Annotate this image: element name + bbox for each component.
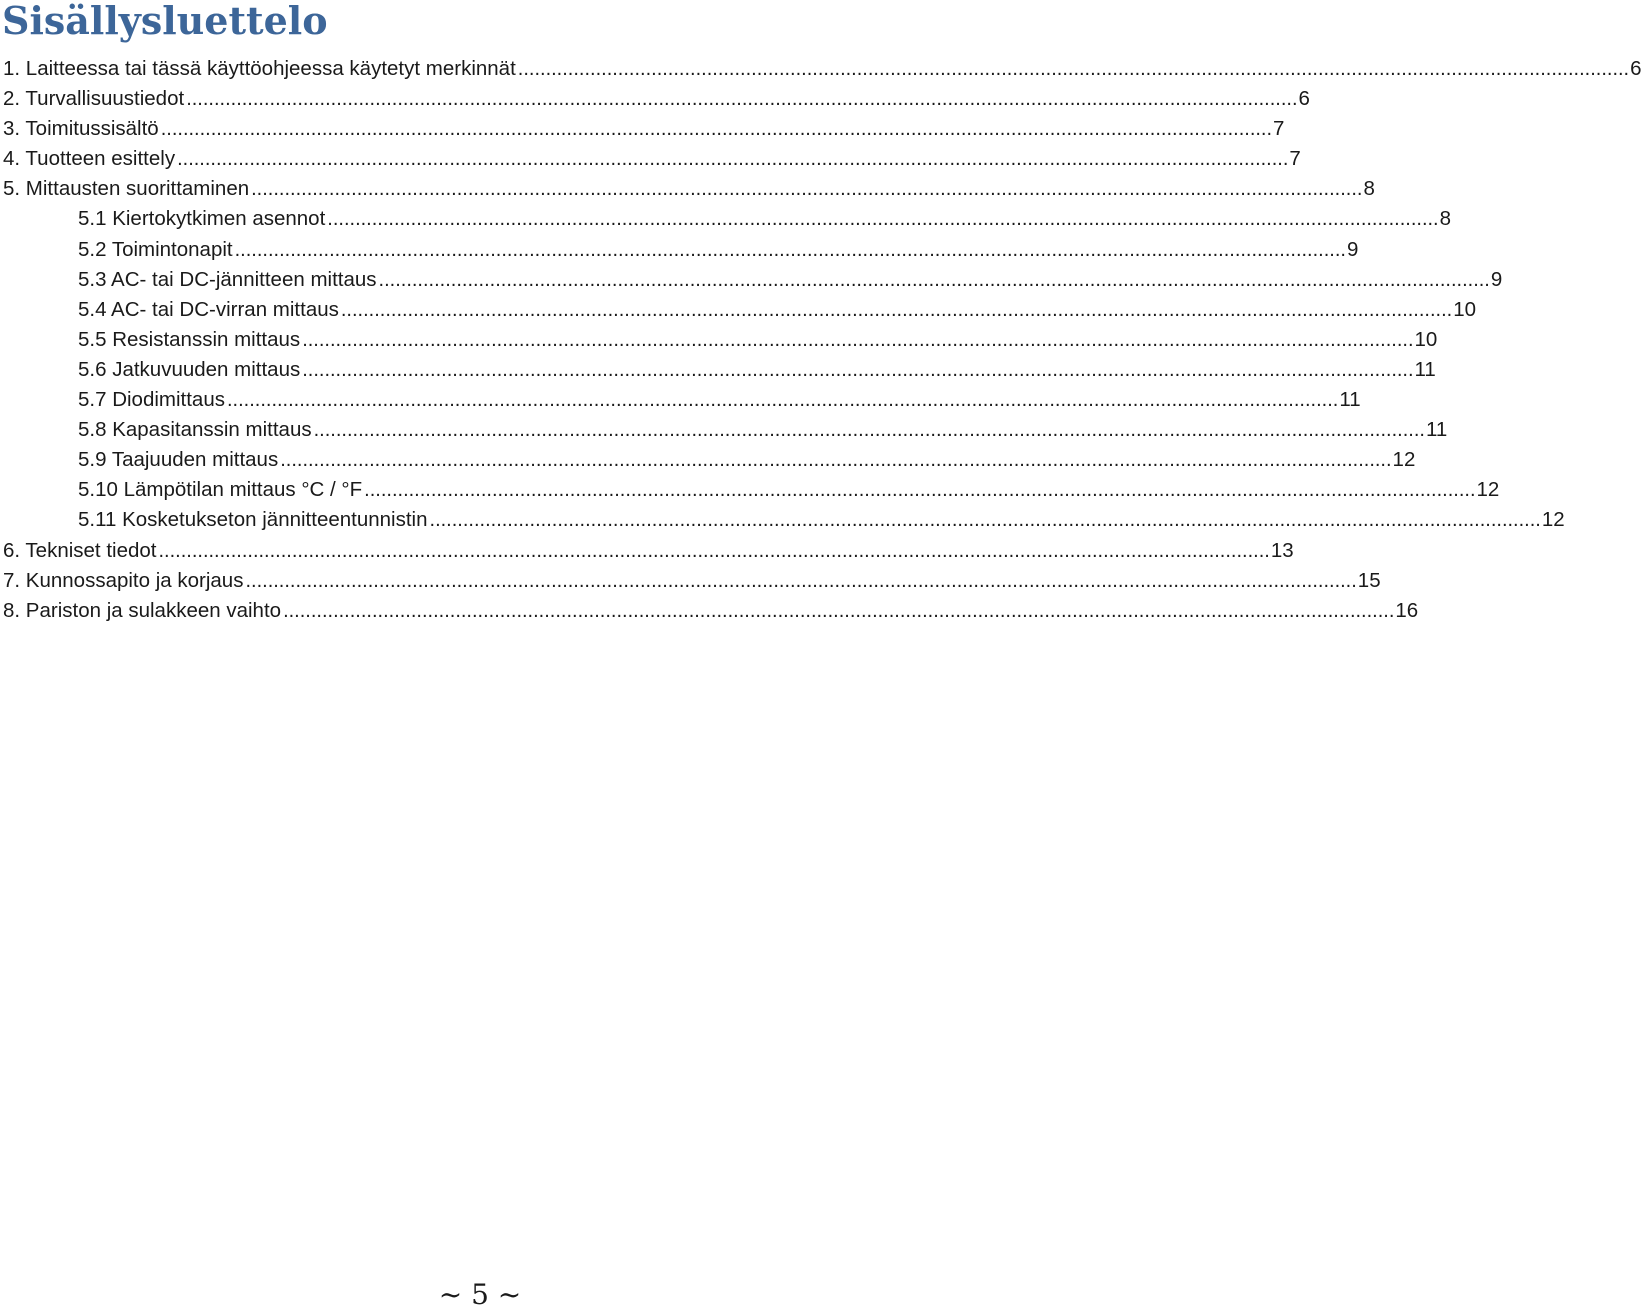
toc-entry-page: 15 <box>1357 568 1381 592</box>
toc-entry-page: 9 <box>1346 237 1359 261</box>
toc-entry-label: 6. Tekniset tiedot <box>3 538 157 562</box>
toc-entry[interactable] <box>0 54 1642 84</box>
toc-entry-page: 7 <box>1289 147 1301 171</box>
toc-dot-leader: ........................................................................................................................................................................................................ <box>302 358 1414 381</box>
toc-dot-leader: ........................................................................................................................................................................................................ <box>158 539 1270 562</box>
toc-entry-page: 13 <box>1270 538 1294 562</box>
toc-entry-page: 12 <box>1541 508 1565 532</box>
toc-dot-leader: ........................................................................................................................................................................................................ <box>302 328 1414 351</box>
toc-dot-leader: ........................................................................................................................................................................................................ <box>429 509 1541 532</box>
toc-dot-leader: ........................................................................................................................................................................................................ <box>378 268 1490 291</box>
toc-entry[interactable] <box>0 204 1452 234</box>
toc-entry-page: 10 <box>1414 327 1438 351</box>
toc-entry-page: 11 <box>1339 388 1361 412</box>
toc-entry-label: 4. Tuotteen esittely <box>3 147 176 171</box>
toc-entry[interactable] <box>0 114 1285 144</box>
toc-entry-page: 6 <box>1630 57 1642 80</box>
toc-entry-label: 2. Turvallisuustiedot <box>3 87 185 111</box>
toc-entry-page: 8 <box>1363 177 1375 201</box>
toc-dot-leader: ........................................................................................................................................................................................................ <box>283 599 1395 622</box>
toc-entry-label: 5.9 Taajuuden mittaus <box>78 448 279 472</box>
toc-dot-leader: ........................................................................................................................................................................................................ <box>186 88 1298 111</box>
toc-entry-page: 12 <box>1392 448 1416 472</box>
toc-entry-page: 16 <box>1395 598 1419 622</box>
table-of-contents <box>0 54 1642 626</box>
toc-dot-leader: ........................................................................................................................................................................................................ <box>251 178 1363 201</box>
toc-entry-label: 5.3 AC- tai DC-jännitteen mittaus <box>78 267 377 291</box>
toc-entry-page: 7 <box>1273 117 1285 141</box>
toc-entry[interactable] <box>0 505 1565 535</box>
toc-dot-leader: ........................................................................................................................................................................................................ <box>364 479 1476 502</box>
toc-dot-leader: ........................................................................................................................................................................................................ <box>226 389 1339 412</box>
toc-entry[interactable] <box>0 475 1500 505</box>
toc-dot-leader: ........................................................................................................................................................................................................ <box>177 148 1289 171</box>
toc-entry-page: 11 <box>1414 357 1436 381</box>
toc-entry[interactable] <box>0 144 1301 174</box>
toc-entry-label: 5.4 AC- tai DC-virran mittaus <box>78 297 339 321</box>
toc-entry[interactable] <box>0 235 1359 265</box>
toc-entry-label: 5.11 Kosketukseton jännitteentunnistin <box>78 508 428 532</box>
toc-dot-leader: ........................................................................................................................................................................................................ <box>340 298 1453 321</box>
toc-entry-label: 5.2 Toimintonapit <box>78 237 233 261</box>
toc-dot-leader: ........................................................................................................................................................................................................ <box>245 569 1357 592</box>
toc-entry[interactable] <box>0 445 1416 475</box>
toc-entry-label: 5.5 Resistanssin mittaus <box>78 327 301 351</box>
toc-entry-page: 6 <box>1298 87 1310 111</box>
toc-dot-leader: ........................................................................................................................................................................................................ <box>517 58 1630 80</box>
toc-entry-label: 7. Kunnossapito ja korjaus <box>3 568 244 592</box>
toc-entry-label: 8. Pariston ja sulakkeen vaihto <box>3 598 282 622</box>
toc-entry[interactable] <box>0 265 1503 295</box>
toc-dot-leader: ........................................................................................................................................................................................................ <box>160 118 1273 141</box>
toc-entry[interactable] <box>0 295 1477 325</box>
toc-entry[interactable] <box>0 325 1438 355</box>
toc-entry-page: 12 <box>1476 478 1500 502</box>
page-title: Sisällysluettelo <box>2 0 328 43</box>
toc-entry[interactable] <box>0 84 1310 114</box>
toc-entry-label: 1. Laitteessa tai tässä käyttöohjeessa käytetyt merkinnät <box>3 57 516 80</box>
toc-dot-leader: ........................................................................................................................................................................................................ <box>313 419 1425 442</box>
toc-entry-label: 5.10 Lämpötilan mittaus °C / °F <box>78 478 363 502</box>
toc-dot-leader: ........................................................................................................................................................................................................ <box>327 208 1439 231</box>
toc-entry-label: 5.8 Kapasitanssin mittaus <box>78 418 312 442</box>
toc-entry-label: 3. Toimitussisältö <box>3 117 159 141</box>
toc-entry-page: 10 <box>1453 297 1477 321</box>
toc-entry-page: 8 <box>1439 207 1452 231</box>
toc-entry-label: 5. Mittausten suorittaminen <box>3 177 250 201</box>
toc-entry-page: 9 <box>1490 267 1503 291</box>
toc-entry[interactable] <box>0 596 1419 626</box>
toc-entry[interactable] <box>0 415 1448 445</box>
toc-entry-label: 5.7 Diodimittaus <box>78 388 225 412</box>
toc-entry[interactable] <box>0 355 1436 385</box>
toc-entry[interactable] <box>0 174 1375 204</box>
toc-dot-leader: ........................................................................................................................................................................................................ <box>280 449 1392 472</box>
toc-entry-label: 5.1 Kiertokytkimen asennot <box>78 207 326 231</box>
toc-entry-label: 5.6 Jatkuvuuden mittaus <box>78 357 301 381</box>
toc-entry[interactable] <box>0 385 1361 415</box>
toc-entry-page: 11 <box>1425 418 1448 442</box>
page-number: ~ 5 ~ <box>438 1278 522 1311</box>
toc-entry[interactable] <box>0 566 1381 596</box>
toc-entry[interactable] <box>0 536 1294 566</box>
toc-dot-leader: ........................................................................................................................................................................................................ <box>234 238 1346 261</box>
